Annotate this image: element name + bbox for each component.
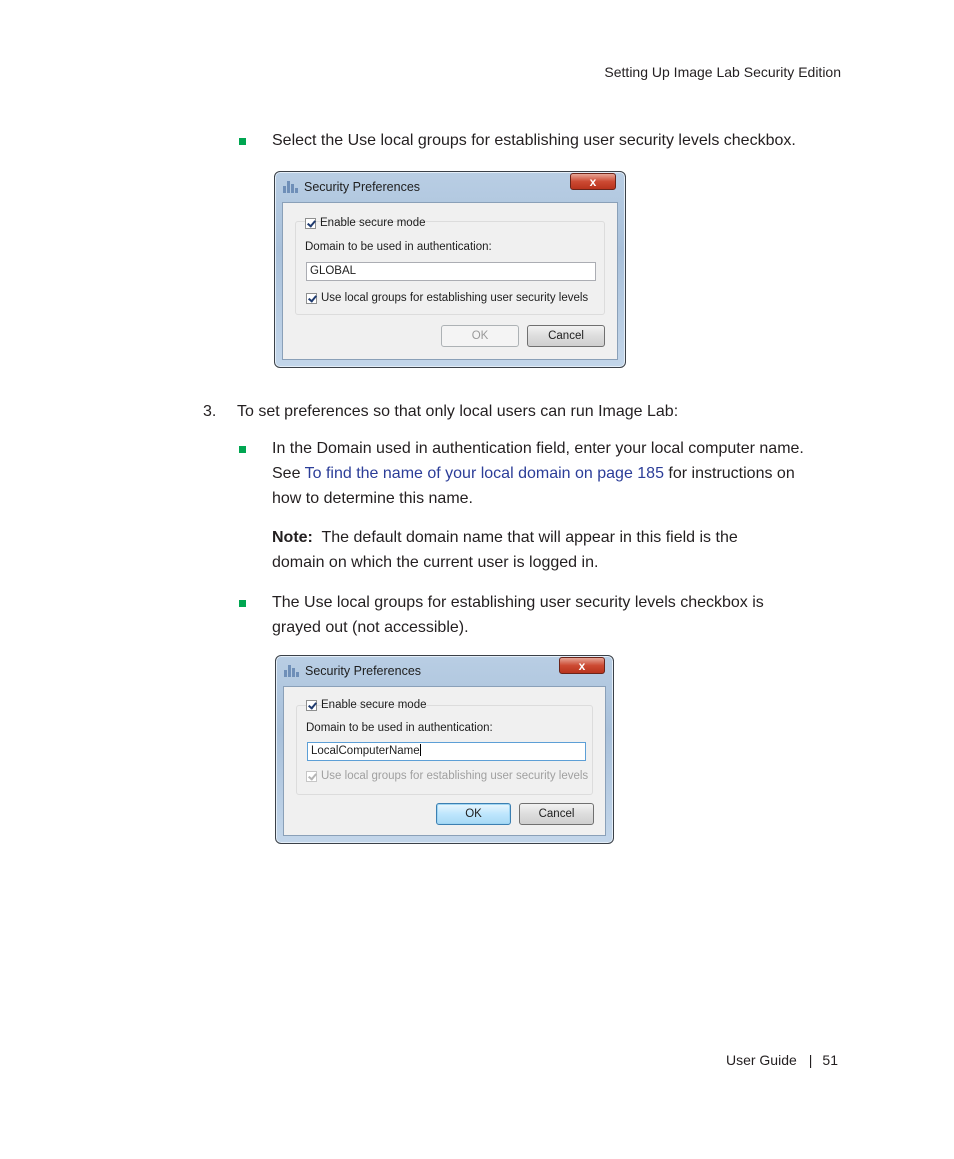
page-number: 51	[822, 1052, 838, 1068]
close-icon: x	[589, 174, 597, 189]
step-text: To set preferences so that only local users can run Image Lab:	[237, 403, 679, 420]
enable-secure-mode-checkbox[interactable]	[305, 217, 425, 229]
use-local-groups-label: Use local groups for establishing user security levels	[321, 292, 589, 304]
domain-label	[306, 722, 493, 734]
ok-button-label: OK	[471, 330, 489, 342]
enable-secure-mode-checkbox[interactable]	[306, 699, 426, 711]
close-button[interactable]	[559, 657, 605, 674]
use-local-groups-label: Use local groups for establishing user security levels	[321, 770, 589, 782]
running-header: Setting Up Image Lab Security Edition	[604, 64, 841, 80]
text-caret	[420, 744, 421, 756]
bullet-marker	[239, 446, 246, 453]
enable-secure-mode-label: Enable secure mode	[321, 699, 427, 711]
bullet-line	[272, 461, 852, 486]
note-line	[272, 525, 832, 550]
cancel-button-label: Cancel	[538, 808, 575, 820]
domain-label	[305, 241, 492, 253]
bullet-marker	[239, 600, 246, 607]
ok-button[interactable]	[436, 803, 511, 825]
use-local-groups-checkbox[interactable]	[306, 292, 588, 304]
enable-secure-mode-label: Enable secure mode	[320, 217, 426, 229]
bullet-marker	[239, 138, 246, 145]
ok-button[interactable]	[441, 325, 519, 347]
bullet-text	[272, 436, 852, 511]
dialog-body	[283, 686, 606, 836]
dialog-titlebar	[283, 177, 420, 197]
app-icon	[283, 181, 298, 193]
bullet-line: In the Domain used in authentication field, enter your local computer name.	[272, 440, 804, 457]
bullet-line: how to determine this name.	[272, 490, 473, 507]
page-footer	[726, 1052, 838, 1068]
footer-separator: |	[808, 1052, 813, 1068]
see-text: See	[272, 465, 305, 482]
dialog-body	[282, 202, 618, 360]
dialog-title: Security Preferences	[304, 180, 421, 194]
checkbox-checked-icon	[305, 218, 316, 229]
note	[272, 525, 832, 575]
app-icon	[284, 665, 299, 677]
close-icon: x	[578, 658, 586, 673]
domain-label-text: Domain to be used in authentication:	[306, 722, 493, 734]
security-preferences-dialog	[275, 655, 614, 844]
checkbox-checked-icon	[306, 293, 317, 304]
note-text: The default domain name that will appear in this field is the	[321, 529, 738, 546]
after-link-text: for instructions on	[663, 465, 795, 482]
note-line: domain on which the current user is logged in.	[272, 554, 599, 571]
security-preferences-dialog	[274, 171, 626, 368]
bullet-text: Select the Use local groups for establishing user security levels checkbox.	[272, 132, 796, 149]
cancel-button[interactable]	[519, 803, 594, 825]
bullet-line: The Use local groups for establishing user security levels checkbox is	[272, 594, 764, 611]
domain-input[interactable]	[307, 742, 586, 761]
bullet-text	[272, 590, 832, 640]
use-local-groups-checkbox	[306, 770, 588, 782]
checkbox-checked-icon	[306, 700, 317, 711]
bullet-line: grayed out (not accessible).	[272, 619, 469, 636]
domain-input-value: LocalComputerName	[311, 745, 420, 757]
cross-reference-link[interactable]: To find the name of your local domain on page 185	[304, 465, 664, 482]
dialog-titlebar	[284, 661, 421, 681]
checkbox-disabled-icon	[306, 771, 317, 782]
note-label: Note:	[272, 529, 313, 546]
domain-label-text: Domain to be used in authentication:	[305, 241, 492, 253]
ok-button-label: OK	[465, 808, 482, 820]
step-number: 3.	[203, 403, 217, 420]
domain-input[interactable]: GLOBAL	[306, 262, 596, 281]
cancel-button[interactable]	[527, 325, 605, 347]
close-button[interactable]	[570, 173, 616, 190]
footer-guide: User Guide	[725, 1052, 797, 1068]
dialog-title: Security Preferences	[305, 664, 422, 678]
cancel-button-label: Cancel	[548, 330, 584, 342]
